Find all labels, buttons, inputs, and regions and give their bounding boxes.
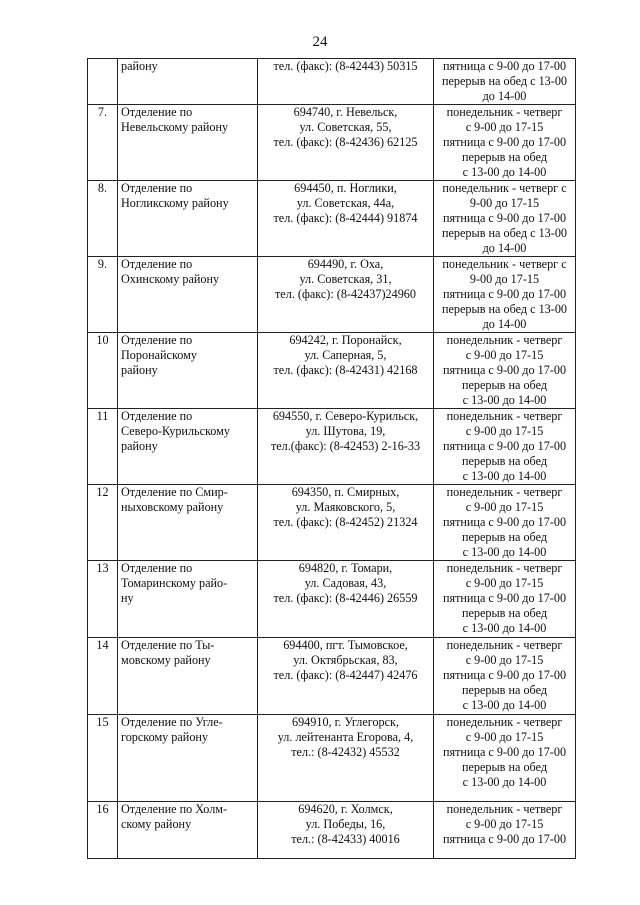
office-address-line: тел. (факс): (8-42444) 91874 — [273, 211, 418, 225]
office-hours-line: перерыв на обед — [461, 150, 548, 164]
office-hours-line: с 9-00 до 17-15 — [465, 500, 544, 514]
office-address-line: тел. (факс): (8-42437)24960 — [274, 287, 416, 301]
office-address — [258, 59, 434, 105]
office-hours-line: пятница с 9-00 до 17-00 — [442, 135, 567, 149]
office-hours-line: понедельник - четверг — [446, 105, 563, 119]
office-hours — [434, 409, 576, 485]
office-name — [118, 409, 258, 485]
office-address-line: ул. Советская, 31, — [299, 272, 392, 286]
office-address-line: тел. (факс): (8-42452) 21324 — [273, 515, 418, 529]
office-hours-line: с 13-00 до 14-00 — [462, 698, 547, 712]
office-hours — [434, 59, 576, 105]
office-hours — [434, 638, 576, 715]
office-name-line: Отделение по — [121, 333, 193, 347]
row-number: 14 — [88, 638, 118, 715]
office-name-line: району — [121, 363, 158, 377]
office-name-line: Охинскому району — [121, 272, 220, 286]
office-hours — [434, 802, 576, 859]
row-number: 8. — [88, 181, 118, 257]
office-hours-line: с 9-00 до 17-15 — [465, 817, 544, 831]
office-address-line: 694400, пгт. Тымовское, — [283, 638, 408, 652]
row-number: 15 — [88, 715, 118, 802]
office-address-line: ул. Шутова, 19, — [305, 424, 386, 438]
office-name-line: Невельскому району — [121, 120, 229, 134]
office-hours-line: понедельник - четверг — [446, 485, 563, 499]
row-number — [88, 59, 118, 105]
office-hours-line: понедельник - четверг — [446, 802, 563, 816]
office-address-line: тел.: (8-42433) 40016 — [291, 832, 400, 846]
office-name-line: Отделение по — [121, 181, 193, 195]
row-number: 12 — [88, 485, 118, 561]
office-hours-line: пятница с 9-00 до 17-00 — [442, 515, 567, 529]
office-name-line: Отделение по — [121, 561, 193, 575]
table-row — [88, 59, 576, 105]
office-hours-line: перерыв на обед — [461, 454, 548, 468]
office-hours-line: понедельник - четверг — [446, 561, 563, 575]
table-row — [88, 257, 576, 333]
office-name — [118, 802, 258, 859]
office-name-line: району — [121, 59, 158, 73]
office-name-line: скому району — [121, 817, 192, 831]
office-name-line: Отделение по Угле- — [121, 715, 223, 729]
office-address-line: тел. (факс): (8-42431) 42168 — [273, 363, 418, 377]
office-hours-line: пятница с 9-00 до 17-00 — [442, 591, 567, 605]
office-name — [118, 561, 258, 638]
office-name-line: Отделение по Смир- — [121, 485, 228, 499]
office-hours-line: понедельник - четверг — [446, 333, 563, 347]
page-number: 24 — [312, 34, 328, 50]
office-address-line: 694350, п. Смирных, — [291, 485, 400, 499]
table-row — [88, 638, 576, 715]
office-address — [258, 409, 434, 485]
office-hours-line: понедельник - четверг с — [442, 257, 567, 271]
row-number: 11 — [88, 409, 118, 485]
office-hours — [434, 257, 576, 333]
table-row — [88, 715, 576, 802]
office-hours-line: перерыв на обед с 13-00 — [441, 302, 568, 316]
office-hours-line: перерыв на обед с 13-00 — [441, 226, 568, 240]
office-address-line: ул. Садовая, 43, — [304, 576, 387, 590]
office-name-line: мовскому району — [121, 653, 211, 667]
office-name-line: Томаринскому райо- — [121, 576, 228, 590]
office-hours-line: с 13-00 до 14-00 — [462, 393, 547, 407]
office-name — [118, 105, 258, 181]
office-name-line: району — [121, 439, 158, 453]
office-hours-line: пятница с 9-00 до 17-00 — [442, 439, 567, 453]
row-number: 9. — [88, 257, 118, 333]
office-hours-line: пятница с 9-00 до 17-00 — [442, 363, 567, 377]
office-address-line: 694550, г. Северо-Курильск, — [272, 409, 419, 423]
office-hours — [434, 485, 576, 561]
office-hours — [434, 105, 576, 181]
office-hours-line: перерыв на обед — [461, 530, 548, 544]
office-hours-line: с 9-00 до 17-15 — [465, 424, 544, 438]
office-hours-line: с 9-00 до 17-15 — [465, 576, 544, 590]
office-address-line: ул. Советская, 44а, — [296, 196, 395, 210]
office-name-line: Отделение по Ты- — [121, 638, 215, 652]
office-address-line: тел. (факс): (8-42446) 26559 — [273, 591, 418, 605]
office-name-line: ну — [121, 591, 134, 605]
office-address-line: тел. (факс): (8-42443) 50315 — [273, 59, 418, 73]
office-name-line: Поронайскому — [121, 348, 197, 362]
office-address-line: тел.(факс): (8-42453) 2-16-33 — [270, 439, 421, 453]
office-hours-line: перерыв на обед — [461, 606, 548, 620]
office-hours-line: пятница с 9-00 до 17-00 — [442, 668, 567, 682]
office-hours-line: понедельник - четверг — [446, 715, 563, 729]
office-hours-line: перерыв на обед — [461, 683, 548, 697]
office-address — [258, 802, 434, 859]
office-address-line: тел.: (8-42432) 45532 — [291, 745, 400, 759]
office-name — [118, 333, 258, 409]
office-address — [258, 485, 434, 561]
office-hours-line: с 13-00 до 14-00 — [462, 775, 547, 789]
office-hours-line: понедельник - четверг — [446, 638, 563, 652]
office-hours-line: с 9-00 до 17-15 — [465, 348, 544, 362]
office-hours-line: 9-00 до 17-15 — [469, 196, 540, 210]
office-address — [258, 257, 434, 333]
office-hours — [434, 333, 576, 409]
office-hours — [434, 561, 576, 638]
office-hours-line: перерыв на обед с 13-00 — [441, 74, 568, 88]
office-name — [118, 638, 258, 715]
office-address — [258, 181, 434, 257]
office-hours-line: понедельник - четверг с — [442, 181, 567, 195]
table-row — [88, 485, 576, 561]
row-number: 10 — [88, 333, 118, 409]
table-row — [88, 181, 576, 257]
office-address-line: ул. лейтенанта Егорова, 4, — [277, 730, 414, 744]
office-hours-line: пятница с 9-00 до 17-00 — [442, 832, 567, 846]
office-name — [118, 181, 258, 257]
office-hours-line: пятница с 9-00 до 17-00 — [442, 211, 567, 225]
table-row — [88, 105, 576, 181]
office-name-line: Ногликскому району — [121, 196, 229, 210]
office-hours-line: понедельник - четверг — [446, 409, 563, 423]
table-row — [88, 333, 576, 409]
office-address — [258, 715, 434, 802]
office-hours — [434, 181, 576, 257]
office-hours-line: пятница с 9-00 до 17-00 — [442, 287, 567, 301]
office-name-line: Отделение по Холм- — [121, 802, 228, 816]
office-hours-line: перерыв на обед — [461, 378, 548, 392]
office-address-line: 694490, г. Оха, — [307, 257, 384, 271]
office-address-line: 694450, п. Ноглики, — [294, 181, 397, 195]
office-address-line: ул. Октябрьская, 83, — [293, 653, 398, 667]
row-number: 16 — [88, 802, 118, 859]
office-address-line: ул. Маяковского, 5, — [295, 500, 396, 514]
office-address-line: ул. Советская, 55, — [299, 120, 392, 134]
office-name-line: горскому району — [121, 730, 209, 744]
row-number: 7. — [88, 105, 118, 181]
office-hours-line: с 13-00 до 14-00 — [462, 545, 547, 559]
office-name — [118, 257, 258, 333]
table-row — [88, 409, 576, 485]
office-name-line: Северо-Курильскому — [121, 424, 230, 438]
table-row — [88, 802, 576, 859]
office-address-line: 694242, г. Поронайск, — [289, 333, 402, 347]
office-hours-line: с 9-00 до 17-15 — [465, 730, 544, 744]
office-hours-line: пятница с 9-00 до 17-00 — [442, 59, 567, 73]
office-hours-line: с 13-00 до 14-00 — [462, 621, 547, 635]
office-address — [258, 561, 434, 638]
office-hours — [434, 715, 576, 802]
office-name-line: ныховскому району — [121, 500, 224, 514]
office-name — [118, 715, 258, 802]
office-hours-line: перерыв на обед — [461, 760, 548, 774]
office-name — [118, 485, 258, 561]
office-hours-line: до 14-00 — [482, 89, 527, 103]
office-address-line: ул. Победы, 16, — [305, 817, 386, 831]
office-address — [258, 105, 434, 181]
row-number: 13 — [88, 561, 118, 638]
office-address — [258, 638, 434, 715]
office-address — [258, 333, 434, 409]
table-row — [88, 561, 576, 638]
office-address-line: тел. (факс): (8-42447) 42476 — [273, 668, 418, 682]
office-hours-line: до 14-00 — [482, 317, 527, 331]
office-address-line: ул. Саперная, 5, — [304, 348, 387, 362]
office-name-line: Отделение по — [121, 257, 193, 271]
office-address-line: 694820, г. Томари, — [298, 561, 393, 575]
office-hours-line: с 13-00 до 14-00 — [462, 165, 547, 179]
office-hours-line: 9-00 до 17-15 — [469, 272, 540, 286]
office-address-line: 694910, г. Углегорск, — [291, 715, 400, 729]
office-hours-line: с 13-00 до 14-00 — [462, 469, 547, 483]
office-hours-line: с 9-00 до 17-15 — [465, 120, 544, 134]
offices-table — [87, 58, 576, 859]
office-hours-line: до 14-00 — [482, 241, 527, 255]
office-address-line: 694620, г. Холмск, — [298, 802, 393, 816]
office-hours-line: пятница с 9-00 до 17-00 — [442, 745, 567, 759]
office-name-line: Отделение по — [121, 409, 193, 423]
office-hours-line: с 9-00 до 17-15 — [465, 653, 544, 667]
office-name — [118, 59, 258, 105]
office-name-line: Отделение по — [121, 105, 193, 119]
office-address-line: тел. (факс): (8-42436) 62125 — [273, 135, 418, 149]
office-address-line: 694740, г. Невельск, — [293, 105, 398, 119]
